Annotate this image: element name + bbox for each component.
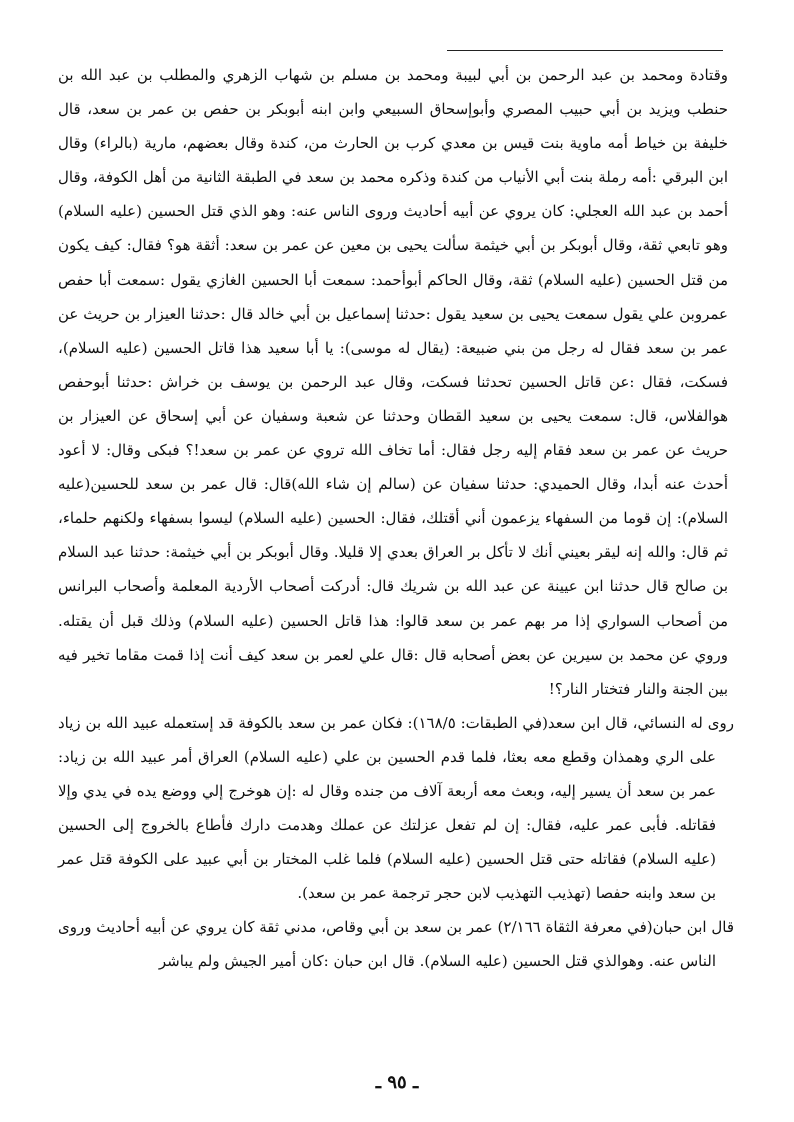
top-rule (447, 50, 723, 51)
paragraph-1: وقتادة ومحمد بن عبد الرحمن بن أبي لبيبة ومحمد بن مسلم بن شهاب الزهري والمطلب بن عبد الله بن حنطب ويزيد بن أبي حبيب المصري وأبوإسحاق السبيعي وابن ابنه أبوبكر بن حفص بن عمر بن سعد، قال خليفة بن خياط أمه ماوية بنت قيس بن معدي كرب بن الحارث من، كندة وقال بعضهم، مارية (بالراء) وقال ابن البرقي :أمه رملة بنت أبي الأنياب من كندة وذكره محمد بن سعد في الطبقة الثانية من أهل الكوفة، وقال أحمد بن عبد الله العجلي: كان يروي عن أبيه أحاديث وروى الناس عنه: وهو الذي قتل الحسين (عليه السلام) وهو تابعي ثقة، وقال أبوبكر بن أبي خيثمة سألت يحيى بن معين عن عمر بن سعد: أثقة هو؟ فقال: كيف يكون من قتل الحسين (عليه السلام) ثقة، وقال الحاكم أبوأحمد: سمعت أبا الحسين الغازي يقول :سمعت أبا حفص عمروبن علي يقول سمعت يحيى بن سعيد يقول :حدثنا إسماعيل بن أبي خالد قال :حدثنا العيزار بن حريث عن عمر بن سعد فقال له رجل من بني ضبيعة: (يقال له موسى): يا أبا سعيد هذا قاتل الحسين (عليه السلام)، فسكت، فقال :عن قاتل الحسين تحدثنا فسكت، وقال عبد الرحمن بن يوسف بن خراش :حدثنا أبوحفص هوالفلاس، قال: سمعت يحيى بن سعيد القطان وحدثنا عن شعبة وسفيان عن أبي إسحاق عن العيزار بن حريث عن عمر بن سعد فقام إليه رجل فقال: أما تخاف الله تروي عن عمر بن سعد!؟ فبكى وقال: لا أعود أحدث عنه أبدا، وقال الحميدي: حدثنا سفيان عن (سالم إن شاء الله)قال: قال عمر بن سعد للحسين(عليه السلام): إن قوما من السفهاء يزعمون أني أقتلك، فقال: الحسين (عليه السلام) ليسوا بسفهاء ولكنهم حلماء، ثم قال: والله إنه ليقر بعيني أنك لا تأكل بر العراق بعدي إلا قليلا. وقال أبوبكر بن أبي خيثمة: حدثنا عبد السلام بن صالح قال حدثنا ابن عيينة عن عبد الله بن شريك قال: أدركت أصحاب الأردية المعلمة وأصحاب البرانس من أصحاب السواري إذا مر بهم عمر بن سعد قالوا: هذا قاتل الحسين (عليه السلام) وذلك قبل أن يقتله. وروي عن محمد بن سيرين عن بعض أصحابه قال :قال علي لعمر بن سعد كيف أنت إذا قمت مقاما تخير فيه بين الجنة والنار فتختار النار؟! (58, 66, 728, 698)
page-number: ـ ٩٥ ـ (375, 1072, 419, 1093)
paragraph-2: روى له النسائي، قال ابن سعد(في الطبقات: ١٦٨/٥): فكان عمر بن سعد بالكوفة قد إستعمله عبيد الله بن زياد على الري وهمذان وقطع معه بعثا، فلما قدم الحسين بن علي (عليه السلام) العراق أمر عبيد الله بن زياد: عمر بن سعد أن يسير إليه، وبعث معه أربعة آلاف من جنده وقال له :إن هوخرج إلي ووضع يده في يدي وإلا فقاتله. فأبى عمر عليه، فقال: إن لم تفعل عزلتك عن عملك وهدمت دارك فأطاع بالخروج إلى الحسين (عليه السلام) فقاتله حتى قتل الحسين (عليه السلام) فلما غلب المختار بن أبي عبيد على الكوفة قتل عمر بن سعد وابنه حفصا (تهذيب التهذيب لابن حجر ترجمة عمر بن سعد). (58, 713, 734, 903)
page-body (58, 58, 734, 979)
paragraph-3: قال ابن حبان(في معرفة الثقاة ٢/١٦٦) عمر بن سعد بن أبي وقاص، مدني ثقة كان يروي عن أبيه أحاديث وروى الناس عنه. وهوالذي قتل الحسين (عليه السلام). قال ابن حبان :كان أمير الجيش ولم يباشر (58, 918, 734, 971)
